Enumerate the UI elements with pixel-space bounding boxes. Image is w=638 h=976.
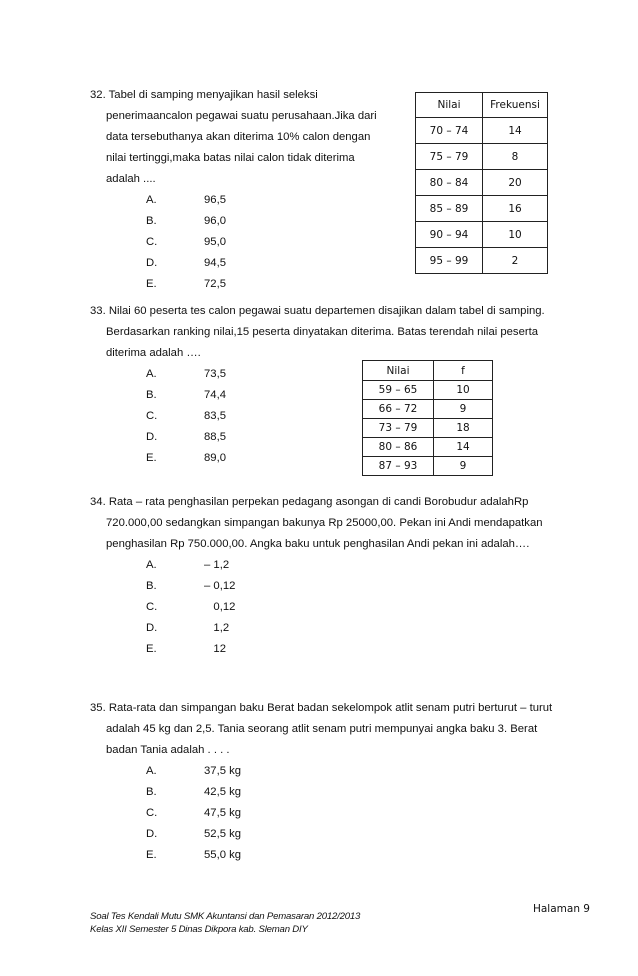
table-cell: 9 (434, 400, 493, 419)
frequency-table-33 (362, 360, 493, 476)
option-value: 0,12 (204, 601, 236, 613)
question-33-line-1: 33. Nilai 60 peserta tes calon pegawai suatu departemen disajikan dalam tabel di samping. (90, 305, 545, 317)
table-cell: 95 – 99 (416, 248, 483, 274)
question-34-line-2: 720.000,00 sedangkan simpangan bakunya Rp 25000,00. Pekan ini Andi mendapatkan (106, 517, 543, 529)
option-a[interactable] (90, 190, 377, 211)
table-cell: 87 – 93 (363, 457, 434, 476)
question-32 (90, 85, 377, 295)
option-value: 95,0 (204, 236, 226, 248)
table-row (416, 170, 548, 196)
table-cell: 80 – 84 (416, 170, 483, 196)
option-letter: D. (146, 622, 158, 634)
option-value: 72,5 (204, 278, 226, 290)
option-d[interactable] (90, 824, 552, 845)
table-header: Nilai (416, 93, 483, 118)
table-row (416, 144, 548, 170)
footer-line-2: Kelas XII Semester 5 Dinas Dikpora kab. Sleman DIY (90, 924, 308, 935)
table-cell: 16 (483, 196, 548, 222)
question-32-line-3: data tersebuthanya akan diterima 10% calon dengan (106, 131, 371, 143)
option-value: 94,5 (204, 257, 226, 269)
option-letter: A. (146, 194, 157, 206)
page-number: Halaman 9 (532, 903, 590, 915)
option-value: 47,5 kg (204, 807, 242, 819)
table-cell: 18 (434, 419, 493, 438)
option-e[interactable] (90, 274, 377, 295)
option-value: – 1,2 (204, 559, 230, 571)
option-letter: A. (146, 368, 157, 380)
option-letter: B. (146, 215, 157, 227)
option-c[interactable] (90, 597, 543, 618)
option-value: – 0,12 (204, 580, 236, 592)
document-footer (90, 910, 360, 936)
option-a[interactable] (90, 555, 543, 576)
table-cell: 85 – 89 (416, 196, 483, 222)
option-letter: E. (146, 278, 157, 290)
option-b[interactable] (90, 576, 543, 597)
option-value: 89,0 (204, 452, 226, 464)
option-c[interactable] (90, 232, 377, 253)
option-letter: C. (146, 807, 158, 819)
table-row (363, 457, 493, 476)
table-row (363, 400, 493, 419)
table-cell: 59 – 65 (363, 381, 434, 400)
table-row (363, 419, 493, 438)
option-value: 55,0 kg (204, 849, 242, 861)
question-32-line-4: nilai tertinggi,maka batas nilai calon tidak diterima (106, 152, 355, 164)
question-33-line-3: diterima adalah …. (106, 347, 201, 359)
option-letter: B. (146, 580, 157, 592)
table-row (416, 248, 548, 274)
question-35-line-1: 35. Rata-rata dan simpangan baku Berat badan sekelompok atlit senam putri berturut – turut (90, 702, 553, 714)
option-value: 1,2 (204, 622, 230, 634)
option-letter: D. (146, 431, 158, 443)
option-value: 42,5 kg (204, 786, 242, 798)
option-letter: A. (146, 559, 157, 571)
table-row (363, 438, 493, 457)
table-row (416, 222, 548, 248)
question-32-line-5: adalah .... (106, 173, 156, 185)
option-letter: C. (146, 236, 158, 248)
table-row (416, 196, 548, 222)
table-cell: 10 (434, 381, 493, 400)
option-letter: C. (146, 410, 158, 422)
option-letter: A. (146, 765, 157, 777)
footer-line-1: Soal Tes Kendali Mutu SMK Akuntansi dan Pemasaran 2012/2013 (90, 911, 361, 922)
question-34-line-1: 34. Rata – rata penghasilan perpekan pedagang asongan di candi Borobudur adalahRp (90, 496, 529, 508)
option-value: 96,0 (204, 215, 226, 227)
table-cell: 14 (434, 438, 493, 457)
table-cell: 8 (483, 144, 548, 170)
option-letter: D. (146, 257, 158, 269)
option-e[interactable] (90, 639, 543, 660)
option-letter: D. (146, 828, 158, 840)
question-32-line-2: penerimaancalon pegawai suatu perusahaan.Jika dari (106, 110, 377, 122)
option-letter: E. (146, 849, 157, 861)
table-cell: 73 – 79 (363, 419, 434, 438)
table-cell: 80 – 86 (363, 438, 434, 457)
option-b[interactable] (90, 211, 377, 232)
table-header: Frekuensi (483, 93, 548, 118)
option-value: 52,5 kg (204, 828, 242, 840)
question-34 (90, 492, 543, 660)
frequency-table-32 (415, 92, 548, 274)
option-value: 88,5 (204, 431, 226, 443)
option-letter: B. (146, 786, 157, 798)
table-header: f (434, 361, 493, 381)
question-34-line-3: penghasilan Rp 750.000,00. Angka baku untuk penghasilan Andi pekan ini adalah…. (106, 538, 530, 550)
option-value: 37,5 kg (204, 765, 242, 777)
question-35-line-3: badan Tania adalah . . . . (106, 744, 230, 756)
option-b[interactable] (90, 782, 552, 803)
table-cell: 66 – 72 (363, 400, 434, 419)
option-letter: B. (146, 389, 157, 401)
option-value: 96,5 (204, 194, 226, 206)
table-header: Nilai (363, 361, 434, 381)
table-row (363, 381, 493, 400)
option-value: 83,5 (204, 410, 226, 422)
table-cell: 20 (483, 170, 548, 196)
option-a[interactable] (90, 761, 552, 782)
option-d[interactable] (90, 618, 543, 639)
table-cell: 70 – 74 (416, 118, 483, 144)
option-value: 73,5 (204, 368, 226, 380)
table-cell: 75 – 79 (416, 144, 483, 170)
option-letter: E. (146, 643, 157, 655)
table-cell: 9 (434, 457, 493, 476)
table-row (416, 118, 548, 144)
option-value: 12 (204, 643, 226, 655)
option-letter: E. (146, 452, 157, 464)
option-letter: C. (146, 601, 158, 613)
table-cell: 90 – 94 (416, 222, 483, 248)
table-cell: 10 (483, 222, 548, 248)
question-33-line-2: Berdasarkan ranking nilai,15 peserta dinyatakan diterima. Batas terendah nilai peserta (106, 326, 539, 338)
option-d[interactable] (90, 253, 377, 274)
question-35-line-2: adalah 45 kg dan 2,5. Tania seorang atlit senam putri mempunyai angka baku 3. Berat (106, 723, 538, 735)
table-cell: 2 (483, 248, 548, 274)
option-c[interactable] (90, 803, 552, 824)
option-e[interactable] (90, 845, 552, 866)
option-value: 74,4 (204, 389, 226, 401)
question-32-line-1: 32. Tabel di samping menyajikan hasil seleksi (90, 89, 318, 101)
question-35 (90, 698, 552, 866)
table-cell: 14 (483, 118, 548, 144)
